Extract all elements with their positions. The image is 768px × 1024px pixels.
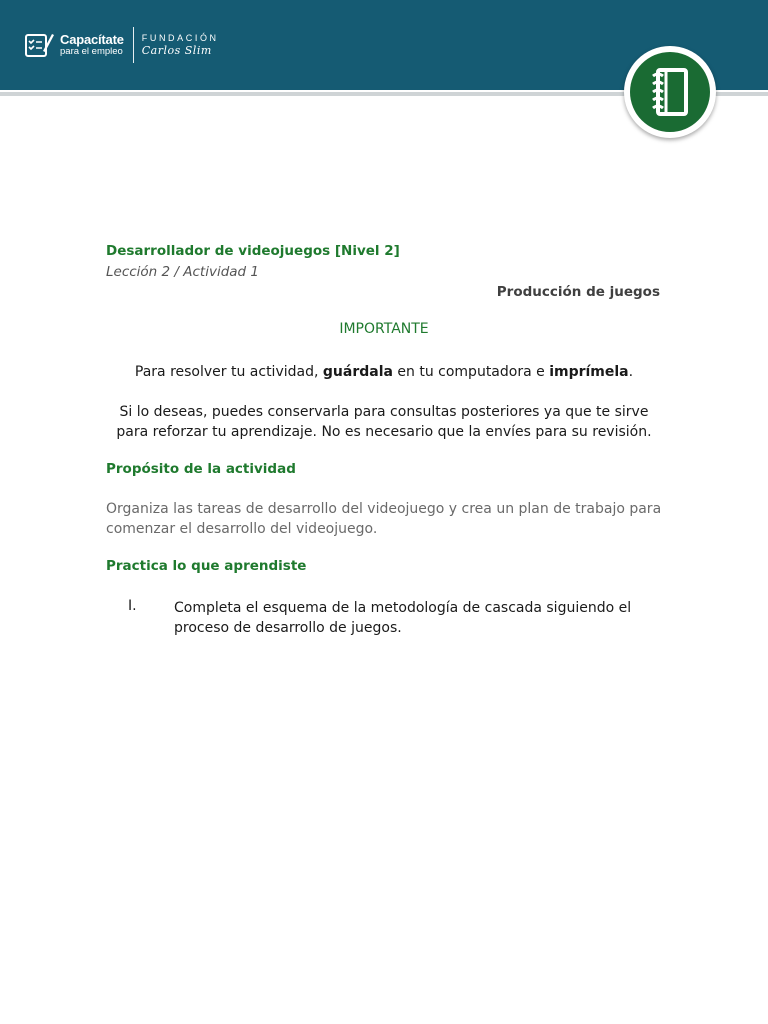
activity-badge [624, 46, 716, 138]
course-title: Desarrollador de videojuegos [Nivel 2] [106, 243, 400, 259]
practice-heading: Practica lo que aprendiste [106, 558, 307, 574]
keep-note: Si lo deseas, puedes conservarla para consultas posteriores ya que te sirve para reforzar tu aprendizaje. No es necesario que la envíes para su revisión. [116, 404, 652, 440]
capacitate-logo [24, 26, 219, 64]
brand-name: Capacítate [60, 32, 124, 48]
print-keyword: imprímela [549, 364, 629, 380]
logo-divider [133, 27, 134, 63]
purpose-text: Organiza las tareas de desarrollo del videojuego y crea un plan de trabajo para comenzar el desarrollo del videojuego. [106, 501, 662, 537]
brand-tagline: para el empleo [60, 46, 123, 58]
notebook-icon [644, 64, 696, 120]
brand-text [60, 33, 124, 57]
checklist-pencil-icon [24, 31, 54, 59]
foundation-logo [142, 34, 219, 56]
list-item-number: I. [128, 598, 137, 614]
lesson-label: Lección 2 / Actividad 1 [106, 264, 259, 280]
topic-title: Producción de juegos [496, 284, 660, 300]
save-instruction [0, 364, 768, 380]
purpose-heading: Propósito de la actividad [106, 461, 296, 477]
important-label: IMPORTANTE [339, 321, 429, 337]
foundation-signature: Carlos Slim [141, 44, 212, 57]
save-text-post: . [628, 364, 634, 380]
list-item-text: Completa el esquema de la metodología de cascada siguiendo el proceso de desarrollo de juegos. [174, 600, 632, 636]
save-text-pre: Para resolver tu actividad, [134, 364, 323, 380]
foundation-label: FUNDACIÓN [141, 33, 219, 43]
save-text-mid: en tu computadora e [392, 364, 550, 380]
save-keyword: guárdala [322, 364, 393, 380]
